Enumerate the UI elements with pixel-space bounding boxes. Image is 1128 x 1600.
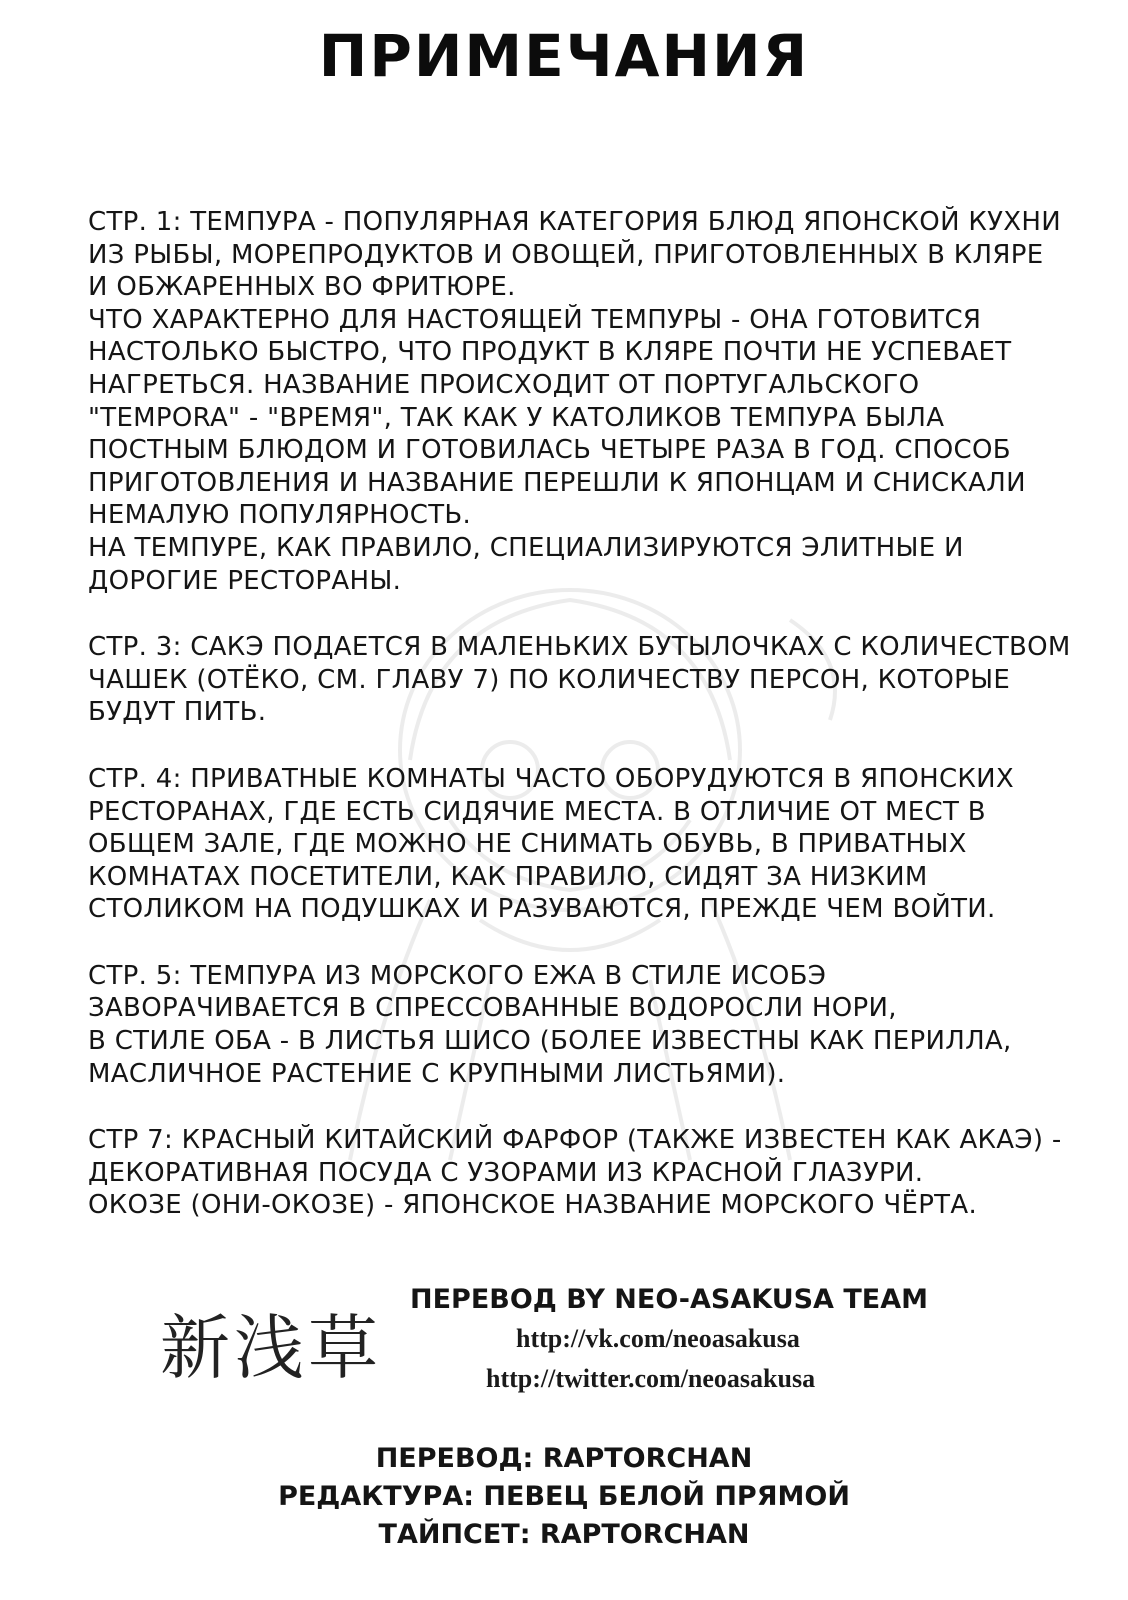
editing-credit: РЕДАКТУРА: ПЕВЕЦ БЕЛОЙ ПРЯМОЙ <box>278 1481 850 1512</box>
note-page-4 <box>88 763 1078 926</box>
note-line: СТР. 5: ТЕМПУРА ИЗ МОРСКОГО ЕЖА В СТИЛЕ ИСОБЭ <box>88 960 827 991</box>
note-line: СТОЛИКОМ НА ПОДУШКАХ И РАЗУВАЮТСЯ, ПРЕЖДЕ ЧЕМ ВОЙТИ. <box>88 894 996 925</box>
note-line: ЧАШЕК (ОТЁКО, СМ. ГЛАВУ 7) ПО КОЛИЧЕСТВУ ПЕРСОН, КОТОРЫЕ <box>88 664 1011 695</box>
note-line: ДОРОГИЕ РЕСТОРАНЫ. <box>88 565 402 596</box>
note-line: СТР. 4: ПРИВАТНЫЕ КОМНАТЫ ЧАСТО ОБОРУДУЮТСЯ В ЯПОНСКИХ <box>88 763 1015 794</box>
note-line: РЕСТОРАНАХ, ГДЕ ЕСТЬ СИДЯЧИЕ МЕСТА. В ОТЛИЧИЕ ОТ МЕСТ В <box>88 796 986 827</box>
note-line: ОБЩЕМ ЗАЛЕ, ГДЕ МОЖНО НЕ СНИМАТЬ ОБУВЬ, В ПРИВАТНЫХ <box>88 829 967 860</box>
note-page-5 <box>88 960 1078 1090</box>
note-line: СТР. 3: САКЭ ПОДАЕТСЯ В МАЛЕНЬКИХ БУТЫЛОЧКАХ С КОЛИЧЕСТВОМ <box>88 632 1071 663</box>
note-line: ЧТО ХАРАКТЕРНО ДЛЯ НАСТОЯЩЕЙ ТЕМПУРЫ - ОНА ГОТОВИТСЯ <box>88 304 982 335</box>
note-line: ПОСТНЫМ БЛЮДОМ И ГОТОВИЛАСЬ ЧЕТЫРЕ РАЗА В ГОД. СПОСОБ <box>88 435 1011 466</box>
staff-credits <box>0 1440 1128 1554</box>
note-line: КОМНАТАХ ПОСЕТИТЕЛИ, КАК ПРАВИЛО, СИДЯТ ЗА НИЗКИМ <box>88 861 928 892</box>
note-page-1 <box>88 206 1078 597</box>
note-line: ЗАВОРАЧИВАЕТСЯ В СПРЕССОВАННЫЕ ВОДОРОСЛИ НОРИ, <box>88 993 897 1024</box>
notes-list <box>88 206 1078 1256</box>
vk-link[interactable]: http://vk.com/neoasakusa <box>516 1324 800 1353</box>
note-line: ИЗ РЫБЫ, МОРЕПРОДУКТОВ И ОВОЩЕЙ, ПРИГОТОВЛЕННЫХ В КЛЯРЕ <box>88 239 1044 270</box>
note-line: ДЕКОРАТИВНАЯ ПОСУДА С УЗОРАМИ ИЗ КРАСНОЙ ГЛАЗУРИ. <box>88 1157 924 1188</box>
note-page-7 <box>88 1124 1078 1222</box>
note-line: БУДУТ ПИТЬ. <box>88 697 267 728</box>
note-line: НАСТОЛЬКО БЫСТРО, ЧТО ПРОДУКТ В КЛЯРЕ ПОЧТИ НЕ УСПЕВАЕТ <box>88 337 1012 368</box>
note-page-3 <box>88 631 1078 729</box>
team-name: ПЕРЕВОД BY NEO-ASAKUSA TEAM <box>410 1284 928 1315</box>
note-line: "TEMPORA" - "ВРЕМЯ", ТАК КАК У КАТОЛИКОВ ТЕМПУРА БЫЛА <box>88 402 945 433</box>
note-line: ПРИГОТОВЛЕНИЯ И НАЗВАНИЕ ПЕРЕШЛИ К ЯПОНЦАМ И СНИСКАЛИ <box>88 467 1026 498</box>
note-line: НАГРЕТЬСЯ. НАЗВАНИЕ ПРОИСХОДИТ ОТ ПОРТУГАЛЬСКОГО <box>88 369 920 400</box>
note-line: НЕМАЛУЮ ПОПУЛЯРНОСТЬ. <box>88 500 472 531</box>
team-logo: 新浅草 <box>160 1307 382 1389</box>
note-line: В СТИЛЕ ОБА - В ЛИСТЬЯ ШИСО (БОЛЕЕ ИЗВЕСТНЫ КАК ПЕРИЛЛА, <box>88 1026 1012 1057</box>
note-line: СТР. 1: ТЕМПУРА - ПОПУЛЯРНАЯ КАТЕГОРИЯ БЛЮД ЯПОНСКОЙ КУХНИ <box>88 207 1062 237</box>
note-line: МАСЛИЧНОЕ РАСТЕНИЕ С КРУПНЫМИ ЛИСТЬЯМИ). <box>88 1058 786 1089</box>
note-line: СТР 7: КРАСНЫЙ КИТАЙСКИЙ ФАРФОР (ТАКЖЕ ИЗВЕСТЕН КАК АКАЭ) - <box>88 1125 1062 1156</box>
page-title: ПРИМЕЧАНИЯ <box>318 22 810 90</box>
team-credits <box>160 1282 980 1392</box>
typeset-credit: ТАЙПСЕТ: RAPTORCHAN <box>378 1519 750 1550</box>
note-line: И ОБЖАРЕННЫХ ВО ФРИТЮРЕ. <box>88 272 516 303</box>
twitter-link[interactable]: http://twitter.com/neoasakusa <box>486 1364 816 1393</box>
translation-credit: ПЕРЕВОД: RAPTORCHAN <box>375 1443 753 1474</box>
note-line: НА ТЕМПУРЕ, КАК ПРАВИЛО, СПЕЦИАЛИЗИРУЮТСЯ ЭЛИТНЫЕ И <box>88 532 964 563</box>
note-line: ОКОЗЕ (ОНИ-ОКОЗЕ) - ЯПОНСКОЕ НАЗВАНИЕ МОРСКОГО ЧЁРТА. <box>88 1190 978 1221</box>
